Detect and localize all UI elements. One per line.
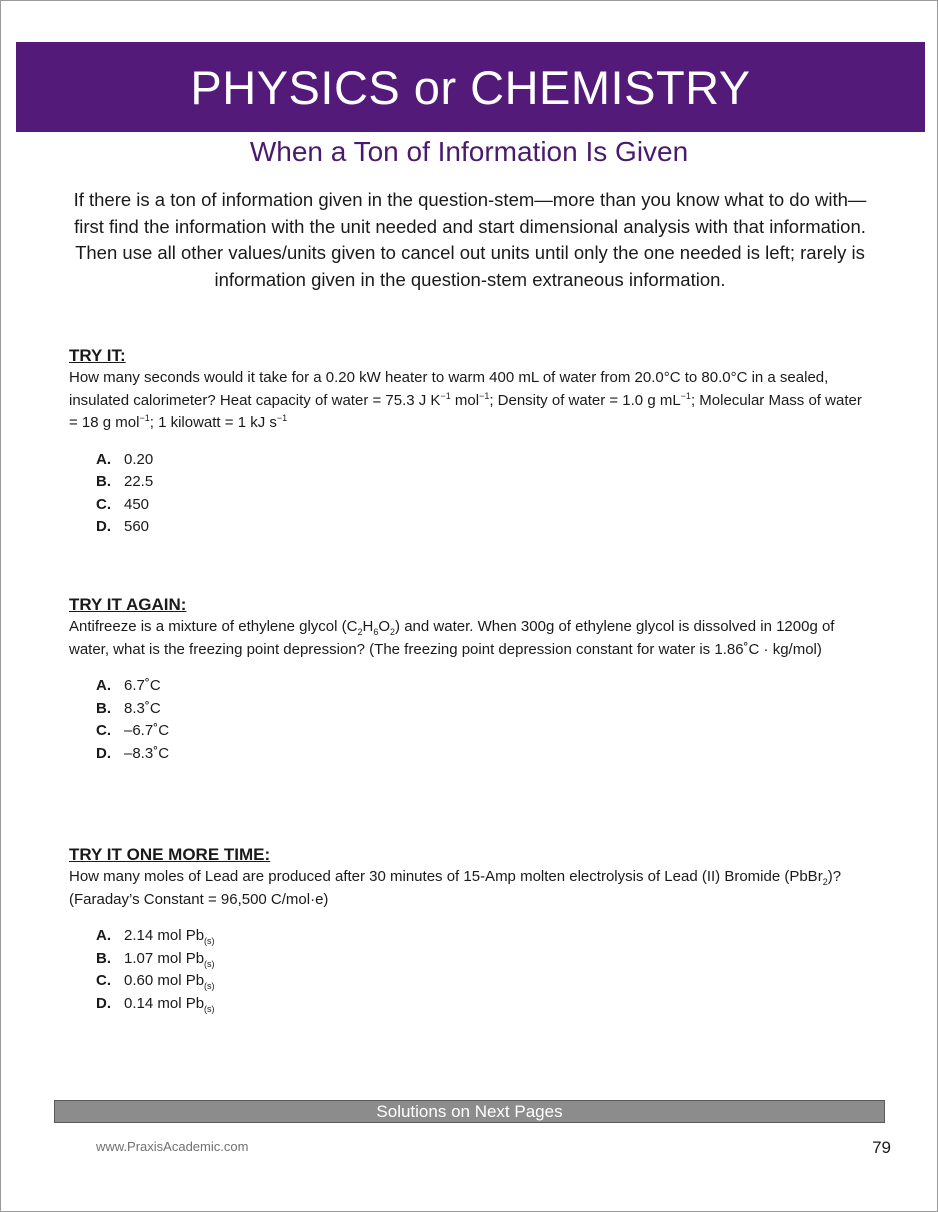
answer-option-a[interactable]: A. 6.7˚C (96, 677, 161, 694)
section-heading: TRY IT: (69, 346, 126, 365)
question-text: How many seconds would it take for a 0.20 kW heater to warm 400 mL of water from 20.0°C to 80.0°C in a sealed, insulated calorimeter? Heat capacity of water = 75.3 J $K^{-1}$ mol$^{-1}$; Density of water = 1.0 g $mL^{-1}$; Molecular Mass of water = 18 g mol$^{-1}$; 1 kilowatt = 1 kJ $s^{-1}$ (69, 369, 862, 431)
answer-option-b[interactable]: B. 1.07 mol $Pb_{(s)}$ (96, 949, 215, 969)
footer-url: www.PraxisAcademic.com (96, 1139, 249, 1154)
answer-options (69, 925, 869, 1015)
answer-option-d[interactable]: D. –8.3˚C (96, 744, 170, 762)
answer-option-a[interactable]: A. 2.14 mol $Pb_{(s)}$ (96, 927, 215, 946)
answer-options (69, 449, 869, 539)
intro-paragraph: If there is a ton of information given in the question-stem—more than you know what to do with—first find the information with the unit needed and start dimensional analysis with that information. Then use all other values/units given to cancel out units until only the one needed is left; rarely is information given in the question-stem extraneous information. (73, 189, 867, 290)
page-subtitle: When a Ton of Information Is Given (249, 136, 689, 167)
section-heading: TRY IT ONE MORE TIME: (69, 845, 271, 864)
answer-option-c[interactable]: C. 0.60 mol $Pb_{(s)}$ (96, 972, 215, 991)
answer-option-a[interactable]: A. 0.20 (96, 450, 154, 468)
section-try-it (69, 345, 869, 539)
page-number: 79 (872, 1138, 891, 1157)
question-text: Antifreeze is a mixture of ethylene glycol $(C_2H_6O_2)$ and water. When 300g of ethylene glycol is dissolved in 1200g of water, what is the freezing point depression? (The freezing point depression constant for water is 1.86˚C · kg/mol) (69, 618, 835, 658)
question-text: How many moles of Lead are produced after 30 minutes of 15-Amp molten electrolysis of Lead (II) Bromide (PbBr$_2$)? (Faraday’s Constant = 96,500 C/mol·e) (69, 868, 842, 908)
answer-option-d[interactable]: D. 560 (96, 518, 150, 535)
answer-option-b[interactable]: B. 8.3˚C (96, 699, 161, 717)
page-banner (16, 42, 925, 132)
answer-option-b[interactable]: B. 22.5 (96, 473, 154, 490)
section-try-it-one-more-time (69, 844, 869, 1015)
answer-option-c[interactable]: C. 450 (96, 495, 150, 513)
section-heading: TRY IT AGAIN: (69, 595, 187, 614)
banner-title: PHYSICS or CHEMISTRY (190, 60, 751, 114)
section-try-it-again (69, 594, 869, 765)
answer-option-c[interactable]: C. –6.7˚C (96, 722, 170, 739)
answer-option-d[interactable]: D. 0.14 mol $Pb_{(s)}$ (96, 994, 215, 1014)
answer-options (69, 675, 869, 765)
solutions-banner: Solutions on Next Pages (54, 1100, 885, 1123)
